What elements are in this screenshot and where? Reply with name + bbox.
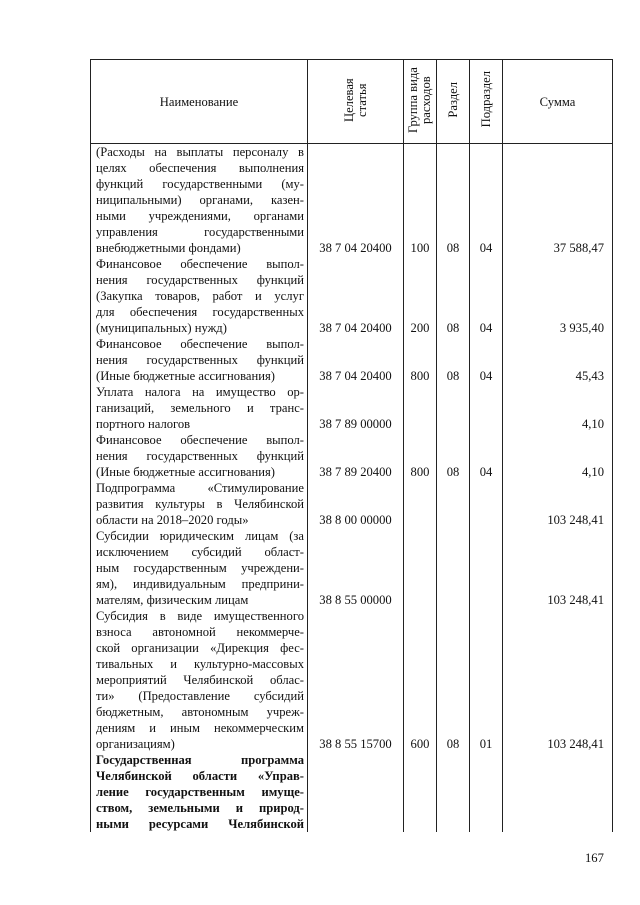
row-subsection bbox=[470, 384, 503, 432]
row-article: 38 8 00 00000 bbox=[308, 480, 404, 528]
row-section bbox=[437, 752, 470, 832]
row-subsection: 04 bbox=[470, 336, 503, 384]
row-name-line: ством, земельными и природ- bbox=[96, 801, 304, 815]
row-subsection: 01 bbox=[470, 608, 503, 752]
row-article: 38 7 04 20400 bbox=[308, 144, 404, 257]
row-group bbox=[404, 752, 437, 832]
row-article: 38 7 89 00000 bbox=[308, 384, 404, 432]
row-sum: 37 588,47 bbox=[503, 144, 613, 257]
row-article: 38 7 04 20400 bbox=[308, 256, 404, 336]
row-name-line: ниципальными) органами, казен- bbox=[96, 193, 304, 207]
row-group: 600 bbox=[404, 608, 437, 752]
header-article: Целевая статья bbox=[308, 60, 404, 144]
table-row bbox=[91, 752, 613, 832]
row-group bbox=[404, 384, 437, 432]
row-section: 08 bbox=[437, 336, 470, 384]
table-row bbox=[91, 608, 613, 752]
row-sum: 103 248,41 bbox=[503, 480, 613, 528]
row-name bbox=[91, 752, 308, 832]
row-name bbox=[91, 432, 308, 480]
row-name-line: управления государственными bbox=[96, 225, 304, 239]
table-row bbox=[91, 384, 613, 432]
row-name-line: внебюджетными фондами) bbox=[96, 241, 241, 255]
row-name-line: Уплата налога на имущество ор- bbox=[96, 385, 304, 399]
header-group: Группа вида расходов bbox=[404, 60, 437, 144]
header-section: Раздел bbox=[437, 60, 470, 144]
row-article: 38 7 89 20400 bbox=[308, 432, 404, 480]
row-name bbox=[91, 384, 308, 432]
header-sum: Сумма bbox=[503, 60, 613, 144]
row-name-line: бюджетным, автономным учреж- bbox=[96, 705, 304, 719]
row-sum: 4,10 bbox=[503, 432, 613, 480]
row-name-line: Челябинской области «Управ- bbox=[96, 769, 304, 783]
row-article: 38 8 55 15700 bbox=[308, 608, 404, 752]
row-sum: 4,10 bbox=[503, 384, 613, 432]
table-row bbox=[91, 256, 613, 336]
row-name-line: нения государственных функций bbox=[96, 273, 304, 287]
row-name-line: ганизаций, земельного и транс- bbox=[96, 401, 304, 415]
row-name-line: тивальных и культурно-массовых bbox=[96, 657, 304, 671]
row-name-line: Финансовое обеспечение выпол- bbox=[96, 337, 304, 351]
row-article: 38 7 04 20400 bbox=[308, 336, 404, 384]
row-group bbox=[404, 528, 437, 608]
row-name bbox=[91, 256, 308, 336]
row-name-line: для обеспечения государственных bbox=[96, 305, 304, 319]
row-group: 100 bbox=[404, 144, 437, 257]
table-row bbox=[91, 144, 613, 257]
row-name-line: ской организации «Дирекция фес- bbox=[96, 641, 304, 655]
row-sum: 3 935,40 bbox=[503, 256, 613, 336]
row-name bbox=[91, 336, 308, 384]
budget-table bbox=[90, 59, 613, 832]
row-name-line: Государственная программа bbox=[96, 753, 304, 767]
row-name-line: (Иные бюджетные ассигнования) bbox=[96, 369, 275, 383]
table-row bbox=[91, 432, 613, 480]
row-group bbox=[404, 480, 437, 528]
row-sum bbox=[503, 752, 613, 832]
row-subsection bbox=[470, 480, 503, 528]
row-name-line: ти» (Предоставление субсидий bbox=[96, 689, 304, 703]
row-name-line: (Закупка товаров, работ и услуг bbox=[96, 289, 304, 303]
row-name-line: Финансовое обеспечение выпол- bbox=[96, 433, 304, 447]
table-row bbox=[91, 480, 613, 528]
row-name bbox=[91, 608, 308, 752]
row-name-line: Финансовое обеспечение выпол- bbox=[96, 257, 304, 271]
table-row bbox=[91, 528, 613, 608]
row-subsection: 04 bbox=[470, 432, 503, 480]
header-name: Наименование bbox=[91, 60, 308, 144]
row-section bbox=[437, 528, 470, 608]
row-name-line: целях обеспечения выполнения bbox=[96, 161, 304, 175]
row-name-line: (Расходы на выплаты персоналу в bbox=[96, 145, 304, 159]
row-section bbox=[437, 384, 470, 432]
row-name-line: дениям и иным некоммерческим bbox=[96, 721, 304, 735]
row-name-line: Субсидии юридическим лицам (за bbox=[96, 529, 304, 543]
row-name bbox=[91, 480, 308, 528]
row-group: 800 bbox=[404, 336, 437, 384]
row-subsection: 04 bbox=[470, 256, 503, 336]
row-name-line: (муниципальных) нужд) bbox=[96, 321, 227, 335]
row-section: 08 bbox=[437, 256, 470, 336]
row-name-line: ными ресурсами Челябинской bbox=[96, 817, 304, 831]
row-sum: 103 248,41 bbox=[503, 528, 613, 608]
table-body bbox=[91, 144, 613, 833]
row-sum: 103 248,41 bbox=[503, 608, 613, 752]
row-name-line: Подпрограмма «Стимулирование bbox=[96, 481, 304, 495]
row-name-line: взноса автономной некоммерче- bbox=[96, 625, 304, 639]
row-name-line: исключением субсидий област- bbox=[96, 545, 304, 559]
row-group: 200 bbox=[404, 256, 437, 336]
row-article: 38 8 55 00000 bbox=[308, 528, 404, 608]
row-name-line: области на 2018–2020 годы» bbox=[96, 513, 249, 527]
row-section: 08 bbox=[437, 608, 470, 752]
page-number: 167 bbox=[585, 851, 604, 865]
row-name-line: (Иные бюджетные ассигнования) bbox=[96, 465, 275, 479]
row-name bbox=[91, 528, 308, 608]
row-name-line: ными учреждениями, органами bbox=[96, 209, 304, 223]
row-name-line: функций государственными (му- bbox=[96, 177, 304, 191]
row-section: 08 bbox=[437, 144, 470, 257]
row-sum: 45,43 bbox=[503, 336, 613, 384]
row-name-line: нения государственных функций bbox=[96, 449, 304, 463]
row-name-line: портного налогов bbox=[96, 417, 191, 431]
row-name-line: организациям) bbox=[96, 737, 175, 751]
row-name-line: развития культуры в Челябинской bbox=[96, 497, 304, 511]
row-name-line: мателям, физическим лицам bbox=[96, 593, 249, 607]
row-subsection bbox=[470, 528, 503, 608]
row-subsection: 04 bbox=[470, 144, 503, 257]
table-header-row bbox=[91, 60, 613, 144]
row-name-line: ям), индивидуальным предприни- bbox=[96, 577, 304, 591]
row-name-line: ным государственным учреждени- bbox=[96, 561, 304, 575]
row-section: 08 bbox=[437, 432, 470, 480]
row-article bbox=[308, 752, 404, 832]
row-section bbox=[437, 480, 470, 528]
row-name bbox=[91, 144, 308, 257]
row-name-line: ление государственным имуще- bbox=[96, 785, 304, 799]
row-name-line: мероприятий Челябинской облас- bbox=[96, 673, 304, 687]
row-subsection bbox=[470, 752, 503, 832]
row-name-line: нения государственных функций bbox=[96, 353, 304, 367]
header-subsection: Подраздел bbox=[470, 60, 503, 144]
row-group: 800 bbox=[404, 432, 437, 480]
table-row bbox=[91, 336, 613, 384]
row-name-line: Субсидия в виде имущественного bbox=[96, 609, 304, 623]
